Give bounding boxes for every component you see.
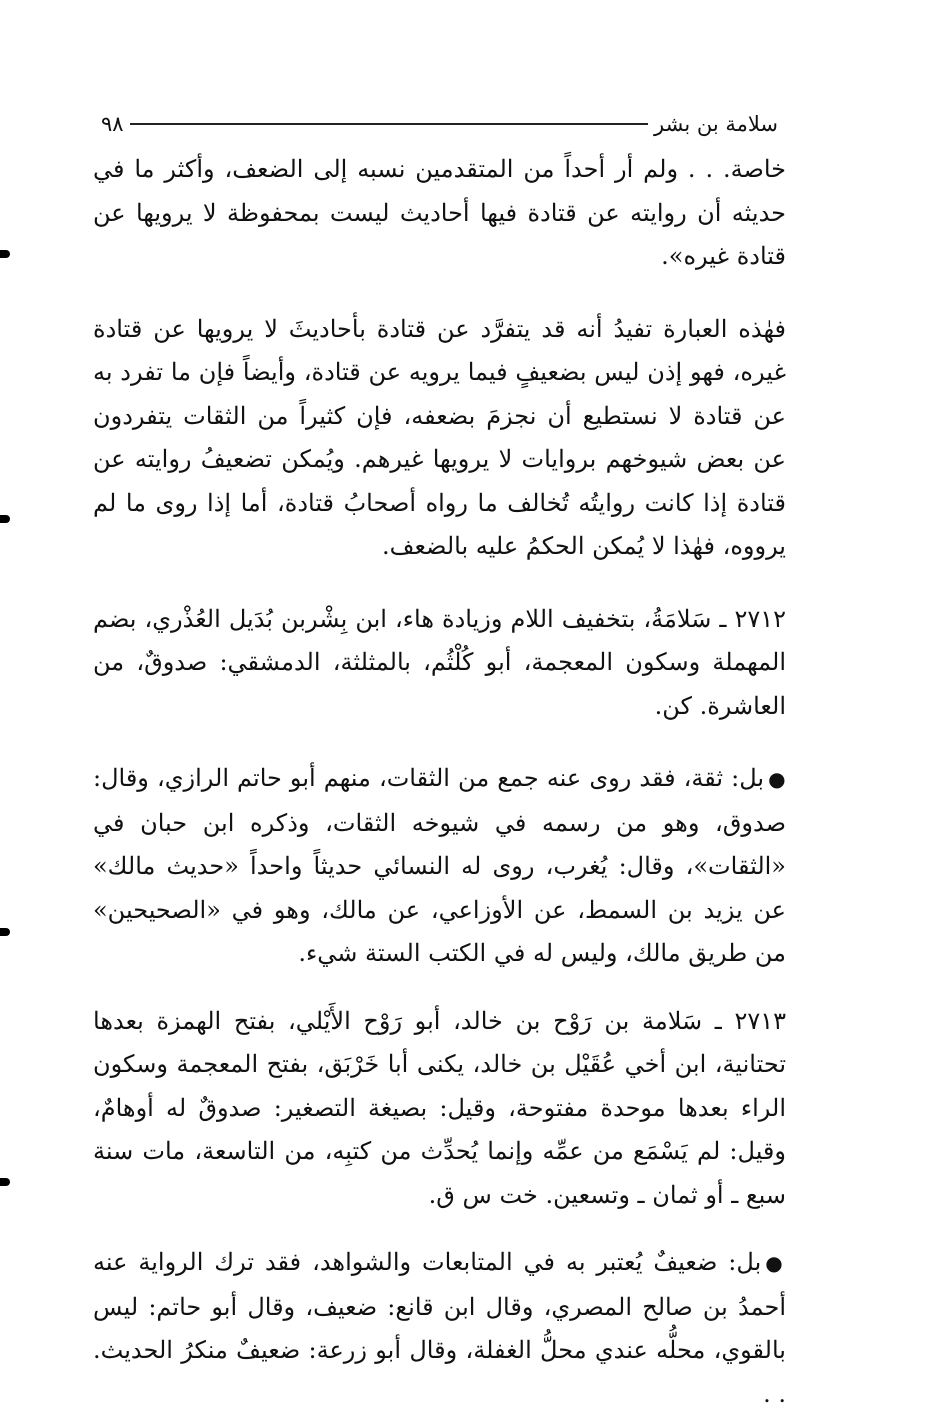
comment-2712-text: بل: ثقة، فقد روى عنه جمع من الثقات، منهم أبو حاتم الرازي، وقال: صدوق، وهو من رسمه في شيوخه الثقات، وذكره ابن حبان في «الثقات»، وقال: يُغرب، روى له النسائي حديثاً واحداً «حديث مالك» عن يزيد بن السمط، عن الأوزاعي، عن مالك، وهو في «الصحيحين» من طريق مالك، وليس له في الكتب الستة شيء. [93, 764, 786, 967]
comment-2713-text: بل: ضعيفٌ يُعتبر به في المتابعات والشواهد، فقد ترك الرواية عنه أحمدُ بن صالح المصري، وقال ابن قانع: ضعيف، وقال أبو حاتم: ليس بالقوي، محلُّه عندي محلُّ الغفلة، وقال أبو زرعة: ضعيفٌ منكرُ الحديث. . . [93, 1248, 786, 1408]
paragraph-quote-end: خاصة. . . ولم أر أحداً من المتقدمين نسبه إلى الضعف، وأكثر ما في حديثه أن روايته عن قتادة فيها أحاديث ليست بمحفوظة لا يرويها عن قتادة غيره». [93, 155, 786, 270]
entry-2713: ٢٧١٣ ـ سَلامة بن رَوْح بن خالد، أبو رَوْح الأَيْلي، بفتح الهمزة بعدها تحتانية، ابن أخي عُقَيْل بن خالد، يكنى أبا خَرْبَق، بفتح المعجمة وسكون الراء بعدها موحدة مفتوحة، وقيل: بصيغة التصغير: صدوقٌ له أوهامٌ، وقيل: لم يَسْمَع من عمِّه وإنما يُحدِّث من كتبِه، من التاسعة، مات سنة سبع ـ أو ثمان ـ وتسعين. خت س ق. [93, 1006, 786, 1209]
paragraph-commentary: فهٰذه العبارة تفيدُ أنه قد يتفرَّد عن قتادة بأحاديثَ لا يرويها عن قتادة غيره، فهو إذن ليس بضعيفٍ فيما يرويه عن قتادة، وأيضاً فإن ما تفرد به عن قتادة لا نستطيع أن نجزمَ بضعفه، فإن كثيراً من الثقات يتفردون عن بعض شيوخهم بروايات لا يرويها غيرهم. ويُمكن تضعيفُ روايته عن قتادة إذا كانت روايتُه تُخالف ما رواه أصحابُ قتادة، أما إذا روى ما لم يرووه، فهٰذا لا يُمكن الحكمُ عليه بالضعف. [93, 314, 786, 560]
page-number: ٩٨ [101, 112, 124, 136]
comment-2713 [93, 1241, 786, 1416]
comment-2712 [93, 757, 786, 976]
running-title: سلامة بن بشر [654, 112, 778, 136]
scan-edge-mark [0, 928, 10, 936]
book-page [93, 108, 786, 1416]
header-rule [130, 123, 648, 125]
page-header [93, 108, 786, 140]
entry-2712: ٢٧١٢ ـ سَلامَةُ، بتخفيف اللام وزيادة هاء، ابن بِشْربن بُدَيل العُذْري، بضم المهملة وسكون المعجمة، أبو كُلْثُم، بالمثلثة، الدمشقي: صدوقٌ، من العاشرة. كن. [93, 604, 786, 720]
scan-edge-mark [0, 250, 10, 258]
bullet-icon: ● [765, 1251, 786, 1275]
scan-edge-mark [0, 1178, 10, 1186]
scan-edge-mark [0, 515, 10, 523]
bullet-icon: ● [768, 767, 786, 791]
